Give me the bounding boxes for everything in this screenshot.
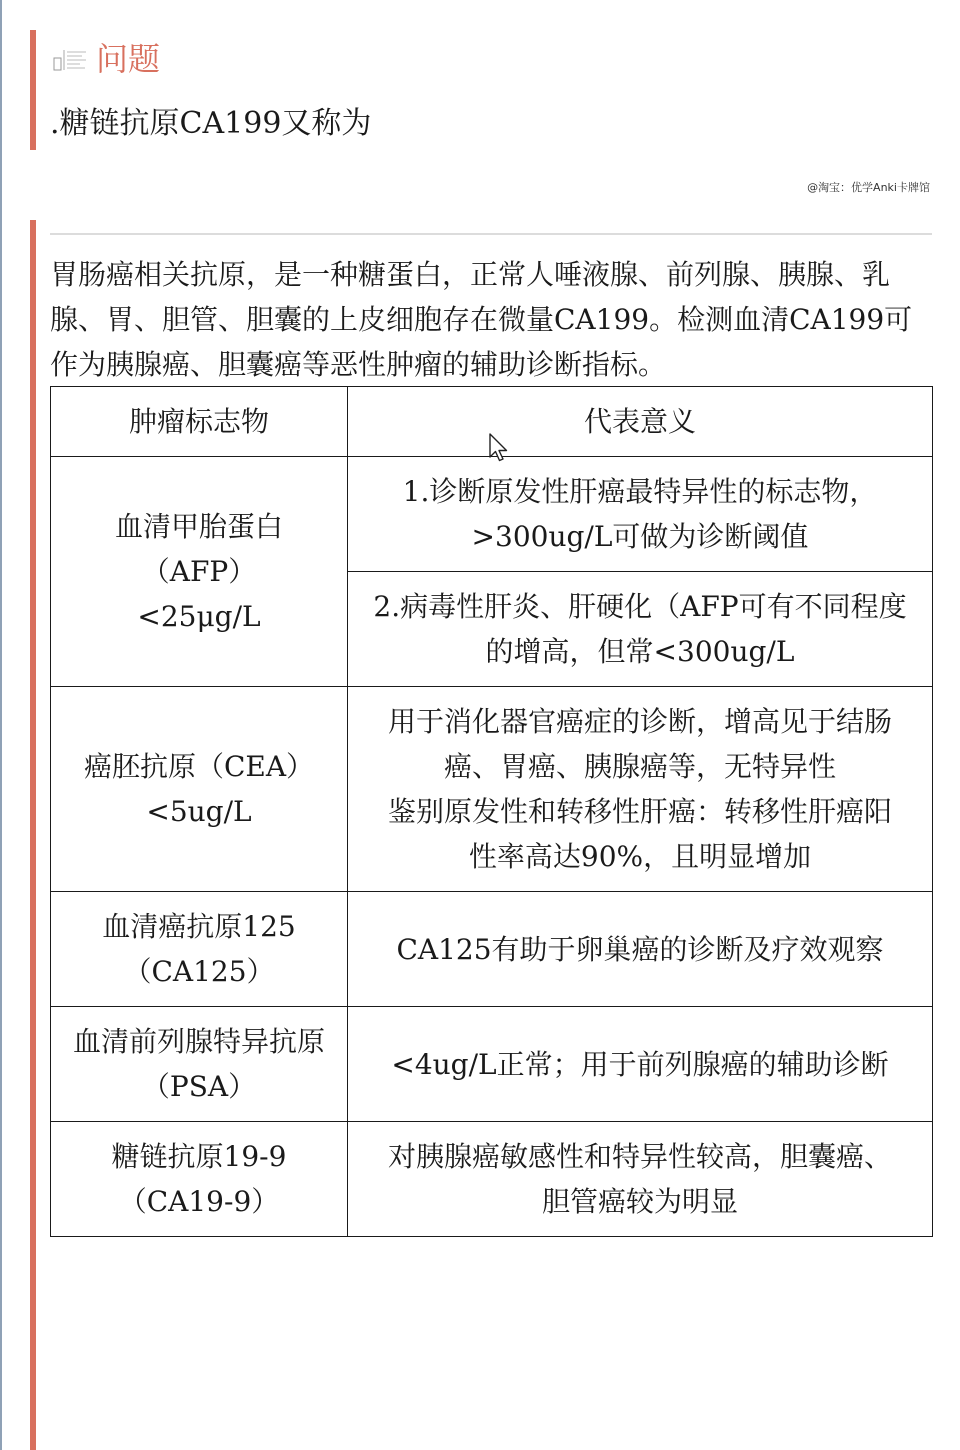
cea-meaning-line: 鉴别原发性和转移性肝癌：转移性肝癌阳 [387, 795, 892, 828]
table-row-ca125 [51, 892, 933, 1007]
ca199-marker-line: 糖链抗原19-9 [111, 1140, 287, 1173]
table-row-afp [51, 457, 933, 572]
table-row-ca199 [51, 1122, 933, 1237]
table-row-cea [51, 687, 933, 892]
answer-divider [50, 233, 932, 235]
header-cell-marker: 肿瘤标志物 [51, 387, 348, 457]
question-text: .糖链抗原CA199又称为 [50, 106, 372, 141]
ca125-marker-line: 血清癌抗原125 [102, 910, 296, 943]
afp-meaning-line: >300ug/L可做为诊断阈值 [471, 520, 809, 553]
header-cell-meaning: 代表意义 [348, 387, 933, 457]
page-left-rule [0, 0, 2, 1450]
afp-meaning-line: 的增高，但常<300ug/L [485, 635, 795, 668]
tumor-marker-table [50, 386, 933, 1237]
ca125-meaning-line: CA125有助于卵巢癌的诊断及疗效观察 [396, 932, 884, 966]
ca199-meaning-cell [348, 1122, 933, 1237]
ca199-marker-cell [51, 1122, 348, 1237]
ca125-meaning-cell [348, 892, 933, 1007]
psa-marker-cell [51, 1007, 348, 1122]
answer-intro: 胃肠癌相关抗原，是一种糖蛋白，正常人唾液腺、前列腺、胰腺、乳腺、胃、胆管、胆囊的上皮细胞存在微量CA199。检测血清CA199可作为胰腺癌、胆囊癌等恶性肿瘤的辅助诊断指标。 [50, 258, 913, 381]
ca199-meaning-line: 胆管癌较为明显 [541, 1185, 738, 1218]
ca199-marker-line: （CA19-9） [118, 1185, 280, 1218]
afp-meaning-line: 1.诊断原发性肝癌最特异性的标志物， [402, 475, 878, 508]
table-row-psa [51, 1007, 933, 1122]
cea-marker-line: <5ug/L [146, 795, 252, 828]
answer-accent-bar [30, 220, 36, 1450]
afp-meaning-cell-1 [348, 457, 933, 572]
deck-logo-icon [52, 46, 88, 72]
watermark: @淘宝：优学Anki卡牌馆 [807, 181, 930, 194]
afp-marker-line: 血清甲胎蛋白 [114, 510, 283, 543]
question-heading: 问题 [96, 40, 161, 78]
cea-meaning-cell [348, 687, 933, 892]
cea-meaning-line: 用于消化器官癌症的诊断，增高见于结肠 [387, 705, 892, 738]
psa-marker-line: （PSA） [141, 1070, 257, 1103]
afp-marker-cell [51, 457, 348, 687]
ca125-marker-cell [51, 892, 348, 1007]
afp-meaning-line: 2.病毒性肝炎、肝硬化（AFP可有不同程度 [373, 590, 907, 623]
cea-marker-line: 癌胚抗原（CEA） [83, 750, 315, 783]
cea-meaning-line: 癌、胃癌、胰腺癌等，无特异性 [443, 750, 836, 783]
ca199-meaning-line: 对胰腺癌敏感性和特异性较高，胆囊癌、 [387, 1140, 892, 1173]
mouse-cursor-icon [488, 433, 510, 463]
cea-meaning-line: 性率高达90%，且明显增加 [468, 840, 812, 873]
psa-meaning-cell [348, 1007, 933, 1122]
cea-marker-cell [51, 687, 348, 892]
afp-marker-line: （AFP） [141, 555, 257, 588]
ca125-marker-line: （CA125） [123, 955, 275, 988]
psa-meaning-line: <4ug/L正常；用于前列腺癌的辅助诊断 [391, 1047, 889, 1081]
afp-meaning-cell-2 [348, 572, 933, 687]
psa-marker-line: 血清前列腺特异抗原 [72, 1025, 325, 1058]
question-accent-bar [30, 30, 36, 150]
afp-marker-line: <25μg/L [137, 600, 261, 633]
